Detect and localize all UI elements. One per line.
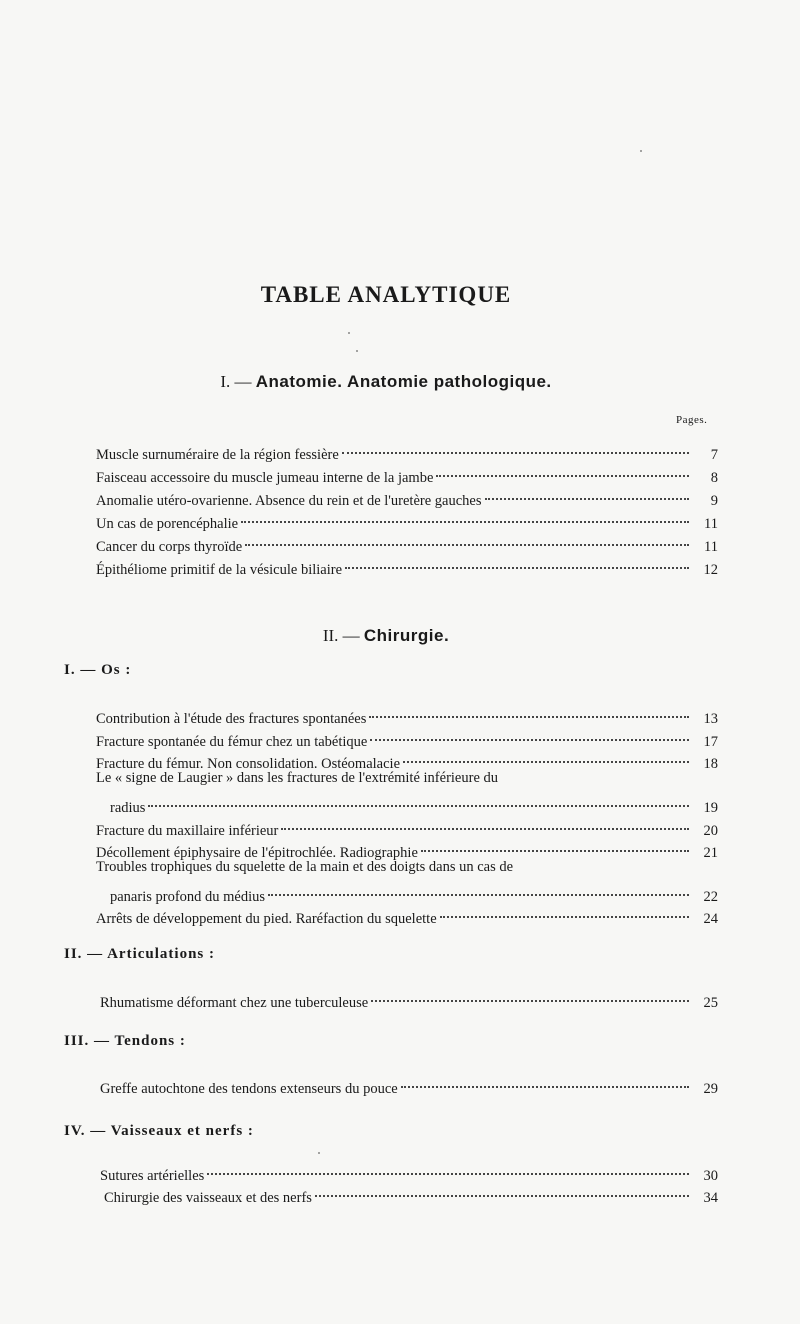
- entry-page: 17: [703, 734, 718, 750]
- entry-title: Faisceau accessoire du muscle jumeau interne de la jambe: [96, 470, 434, 486]
- entry-page: 13: [703, 711, 718, 727]
- dot-leader: [207, 1153, 689, 1175]
- entry-page: 30: [703, 1168, 718, 1184]
- dot-leader: [342, 432, 689, 454]
- entry-page: 25: [703, 995, 718, 1011]
- dot-leader: [241, 501, 689, 523]
- entry-page: 20: [703, 823, 718, 839]
- entry-title: Épithéliome primitif de la vésicule biliaire: [96, 562, 343, 578]
- part-2-title: [0, 626, 772, 646]
- entry-title: radius: [110, 800, 146, 816]
- toc-entry: [100, 985, 718, 1013]
- dot-leader: [345, 547, 689, 569]
- entry-page: 8: [710, 470, 718, 486]
- entry-page: 22: [703, 889, 718, 905]
- entry-page: 12: [703, 562, 718, 578]
- entry-title: Arrêts de développement du pied. Raréfaction du squelette: [96, 911, 437, 927]
- part-1-name: Anatomie. Anatomie pathologique.: [255, 372, 552, 391]
- entry-page: 11: [704, 539, 718, 555]
- entry-title-line1: Troubles trophiques du squelette de la main et des doigts dans un cas de: [96, 859, 514, 875]
- entry-page: 21: [703, 845, 718, 861]
- toc-entry: [96, 552, 718, 580]
- dot-leader: [268, 874, 689, 896]
- entry-page: 11: [704, 516, 718, 532]
- dot-leader: [403, 741, 689, 763]
- entry-title: Cancer du corps thyroïde: [96, 539, 243, 555]
- dot-leader: [371, 980, 689, 1002]
- section-heading-tendons: III. — Tendons :: [64, 1033, 186, 1049]
- entry-page: 34: [703, 1190, 718, 1206]
- entry-title: Greffe autochtone des tendons extenseurs du pouce: [100, 1081, 398, 1097]
- entry-title: Anomalie utéro-ovarienne. Absence du rein et de l'uretère gauches: [96, 493, 482, 509]
- entry-page: 24: [703, 911, 718, 927]
- section-heading-os: I. — Os :: [64, 662, 132, 678]
- toc-entry: [96, 901, 718, 929]
- entry-title: Décollement épiphysaire de l'épitrochlée. Radiographie: [96, 845, 418, 861]
- dot-leader: [421, 830, 689, 852]
- section-heading-articulations: II. — Articulations :: [64, 946, 216, 962]
- section-heading-vaisseaux: IV. — Vaisseaux et nerfs :: [64, 1123, 254, 1139]
- entry-title: panaris profond du médius: [110, 889, 266, 905]
- paper-speck: [318, 1152, 320, 1154]
- entry-title: Fracture du fémur. Non consolidation. Ostéomalacie: [96, 756, 401, 772]
- part-2-number: II. —: [322, 626, 360, 645]
- entry-page: 9: [710, 493, 718, 509]
- page-title: TABLE ANALYTIQUE: [260, 282, 512, 307]
- dot-leader: [281, 808, 689, 830]
- dot-leader: [148, 785, 689, 807]
- dot-leader: [245, 524, 689, 546]
- part-1-number: I. —: [220, 372, 252, 391]
- dot-leader: [369, 696, 689, 718]
- entry-title-line1: Le « signe de Laugier » dans les fractures de l'extrémité inférieure du: [96, 770, 498, 786]
- dot-leader: [436, 455, 689, 477]
- paper-speck: [348, 332, 350, 334]
- part-2-name: Chirurgie.: [363, 626, 450, 645]
- entry-title: Rhumatisme déformant chez une tuberculeuse: [100, 995, 369, 1011]
- dot-leader: [370, 719, 689, 741]
- entry-title: Chirurgie des vaisseaux et des nerfs: [104, 1190, 312, 1206]
- part-1-title: [0, 372, 772, 392]
- dot-leader: [401, 1066, 689, 1088]
- dot-leader: [440, 896, 689, 918]
- entry-page: 19: [703, 800, 718, 816]
- entry-title: Contribution à l'étude des fractures spontanées: [96, 711, 367, 727]
- entry-title: Muscle surnuméraire de la région fessière: [96, 447, 339, 463]
- entry-title: Un cas de porencéphalie: [96, 516, 239, 532]
- dot-leader: [315, 1175, 689, 1197]
- dot-leader: [485, 478, 690, 500]
- toc-entry: [100, 1071, 718, 1099]
- paper-speck: [356, 350, 358, 352]
- entry-page: 7: [710, 447, 718, 463]
- toc-entry: [104, 1180, 718, 1208]
- paper-speck: [640, 150, 642, 152]
- entry-title: Fracture spontanée du fémur chez un tabétique: [96, 734, 368, 750]
- pages-column-label: Pages.: [676, 414, 708, 426]
- entry-title: Sutures artérielles: [100, 1168, 205, 1184]
- entry-title: Fracture du maxillaire inférieur: [96, 823, 279, 839]
- entry-page: 29: [703, 1081, 718, 1097]
- entry-page: 18: [703, 756, 718, 772]
